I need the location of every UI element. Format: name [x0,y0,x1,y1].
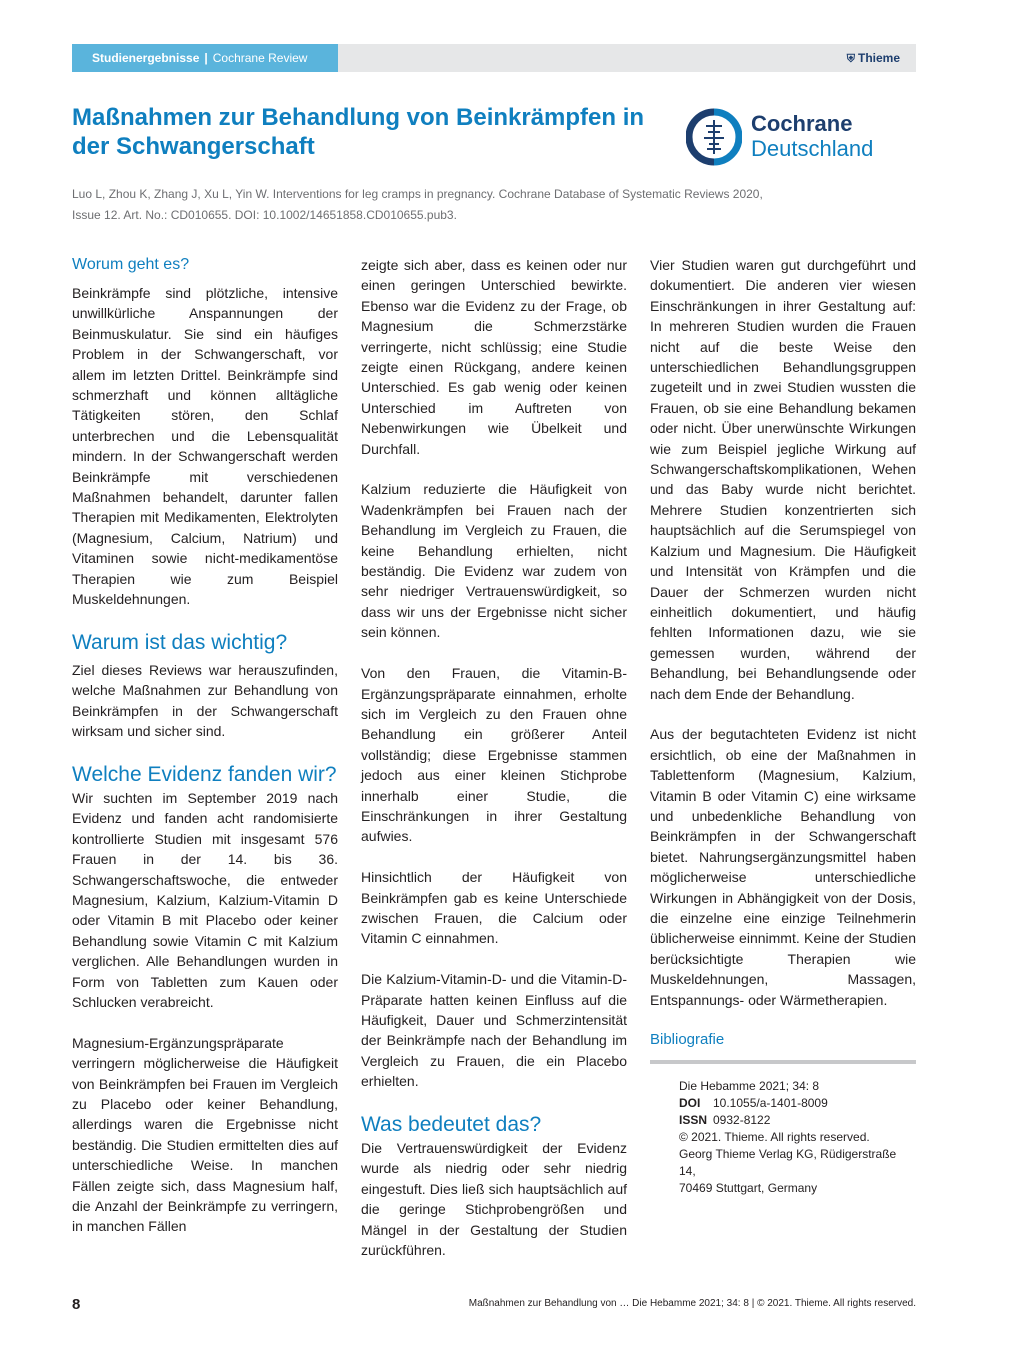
paragraph: Die Vertrauenswürdigkeit der Evidenz wurde als niedrig oder sehr niedrig eingestuft. Dies ließ sich hauptsächlich auf die geringe Stichprobengrößen und Mängel in der Gestaltung der Studien zurückführen. [361,1139,627,1259]
header-bar [72,44,916,72]
paragraph: Ziel dieses Reviews war herauszufinden, welche Maßnahmen zur Behandlung von Beinkrämpfen in der Schwangerschaft wirksam und sicher sind. [72,661,338,740]
heading-warum-wichtig: Warum ist das wichtig? [72,630,288,654]
cochrane-logo [686,108,916,166]
section-label: Studienergebnisse [92,51,200,65]
doi-label: DOI [679,1096,701,1111]
issn-label: ISSN [679,1113,708,1128]
publisher-name: Thieme [857,51,900,65]
paragraph: Kalzium reduzierte die Häufigkeit von Wadenkrämpfen bei Frauen nach der Behandlung im Vergleich zu Frauen, die keine Behandlung erhielten, nicht beständig. Die Evidenz war zudem von sehr niedriger Vertrauenswürdigkeit, so dass wir uns der Ergebnisse nicht sicher sein können. [361,481,627,641]
paragraph: Wir suchten im September 2019 nach Evidenz und fanden acht randomisierte kontrollierte Studien mit insgesamt 576 Frauen in der 14. bis 36. Schwangerschaftswoche, die entweder Magnesium, Kalzium, Kalzium-Vitamin D oder Vitamin B mit Placebo oder keiner Behandlung sowie Vitamin C mit Kalzium verglichen. Alle Behandlungen wurden in Form von Tabletten zum Kauen oder Schlucken verabreicht. [72,789,338,1010]
bibliography-rights: © 2021. Thieme. All rights reserved. [679,1130,870,1145]
section-separator: | [204,51,208,65]
paragraph: Vier Studien waren gut durchgeführt und dokumentiert. Die anderen vier wiesen Einschränkungen in ihrer Gestaltung auf: In mehreren Studien wurden die Frauen nicht auf die beste Weise den unterschiedlichen Behandlungsgruppen zugeteilt und in zwei Studien wussten die Frauen, ob sie eine Behandlung bekamen oder nicht. Über unerwünschte Wirkungen wie zum Beispiel jegliche Wirkung auf Schwangerschaftskomplikationen, Wehen und das Baby wurde nicht berichtet. Mehrere Studien konzentrierten sich hauptsächlich auf die Serumspiegel von Kalzium und Magnesium. Die Häufigkeit und Intensität von Krämpfen und die Dauer der Schmerzen wurden nicht einheitlich dokumentiert, und häufig fehlten Informationen dazu, wie sie gemessen wurden, während der Behandlung, bei Behandlungsende oder nach dem Ende der Behandlung. [650,257,916,702]
heading-welche-evidenz: Welche Evidenz fanden wir? [72,762,337,786]
page-number: 8 [72,1296,81,1313]
subsection-label: Cochrane Review [212,51,308,65]
thieme-shield-icon: ⛨ [846,53,855,65]
paragraph: Magnesium-Ergänzungspräparate verringern möglicherweise die Häufigkeit von Beinkrämpfen bei Frauen im Vergleich zu Placebo oder keiner Behandlung, allerdings waren die Ergebnisse nicht beständig. Die Studien ermittelten dies auf unterschiedliche Weise. In manchen Fällen zeigte sich, dass Magnesium half, die Anzahl der Beinkrämpfe zu verringern, in manchen Fällen [72,1034,338,1235]
paragraph: Hinsichtlich der Häufigkeit von Beinkrämpfen gab es keine Unterschiede zwischen Frauen, die Calcium oder Vitamin C einnahmen. [361,869,627,947]
doi-value[interactable]: 10.1055/a-1401-8009 [713,1096,828,1111]
bibliography-divider [650,1060,916,1064]
column-2 [361,255,627,1281]
heading-worum-geht-es: Worum geht es? [72,256,190,273]
column-1 [72,255,338,1257]
bibliography-issn-row [679,1112,916,1129]
bibliography-address-2: 70469 Stuttgart, Germany [679,1181,818,1196]
bibliography-heading: Bibliografie [650,1031,725,1049]
paragraph: Aus der begutachteten Evidenz ist nicht ersichtlich, ob eine der Maßnahmen in Tablettenform (Magnesium, Kalzium, Vitamin B oder Vitamin C) eine wirksame und unbedenkliche Behandlung von Beinkrämpfen in der Schwangerschaft bietet. Nahrungsergänzungsmittel haben möglicherweise unterschiedliche Wirkungen in Abhängigkeit von der Dosis, die einzelne eine einzige Teilnehmerin üblicherweise einnimmt. Keine der Studien berücksichtigte Therapien wie Muskeldehnungen, Massagen, Entspannungs- oder Wärmetherapien. [650,726,916,1008]
column-3 [650,255,916,1197]
publisher-brand [847,44,900,73]
citation: Luo L, Zhou K, Zhang J, Xu L, Yin W. Interventions for leg cramps in pregnancy. Cochrane Database of Systematic Reviews 2020, Issue 12. Art. No.: CD010655. DOI: 10.1002/14651858.CD010655.pub3. [72,187,763,222]
bibliography-address-1: Georg Thieme Verlag KG, Rüdigerstraße 14, [679,1147,897,1179]
paragraph: Von den Frauen, die Vitamin-B-Ergänzungspräparate einnahmen, erholte sich im Vergleich zu den Frauen ohne Behandlung ein größerer Anteil vollständig; diese Ergebnisse stammen jedoch aus einer kleinen Stichprobe innerhalb einer Studie, die Einschränkungen in ihrer Gestaltung aufwies. [361,665,627,845]
heading-was-bedeutet-das: Was bedeutet das? [361,1112,542,1136]
cochrane-circle-logo [686,108,742,166]
logo-text-deutschland: Deutschland [751,136,874,161]
section-tag [72,44,338,72]
paragraph: Die Kalzium-Vitamin-D- und die Vitamin-D-Präparate hatten keinen Einfluss auf die Häufigkeit, Dauer und Schmerzintensität der Beinkrämpfe nach der Behandlung im Vergleich zu Frauen, die ein Placebo erhielten. [361,971,627,1090]
logo-text-cochrane: Cochrane [751,111,853,136]
bibliography-doi-row [679,1095,916,1112]
page-title: Maßnahmen zur Behandlung von Beinkrämpfen in der Schwangerschaft [72,104,645,160]
footer-text: Maßnahmen zur Behandlung von … Die Hebamme 2021; 34: 8 | © 2021. Thieme. All rights reserved. [468,1298,916,1309]
paragraph: zeigte sich aber, dass es keinen oder nur einen geringen Unterschied bewirkte. Ebenso war die Evidenz zu der Frage, ob Magnesium die Schmerzstärke verringerte, nicht schlüssig; eine Studie zeigte einen Rückgang, andere keinen Unterschied. Es gab wenig oder keinen Unterschied im Auftreten von Nebenwirkungen wie Übelkeit und Durchfall. [361,257,627,457]
bibliography-box [679,1078,916,1197]
issn-value: 0932-8122 [713,1113,771,1128]
paragraph: Beinkrämpfe sind plötzliche, intensive unwillkürliche Anspannungen der Beinmuskulatur. Sie sind ein häufiges Problem in der Schwangerschaft, vor allem im letzten Drittel. Beinkrämpfe sind schmerzhaft und können alltägliche Tätigkeiten stören, den Schlaf unterbrechen und die Lebensqualität mindern. In der Schwangerschaft werden Beinkrämpfe mit verschiedenen Maßnahmen behandelt, darunter fallen Therapien mit Medikamenten, Elektrolyten (Magnesium, Calcium, Natrium) und Vitaminen sowie nicht-medikamentöse Therapien wie zum Beispiel Muskeldehnungen. [72,285,338,608]
bibliography-journal: Die Hebamme 2021; 34: 8 [679,1079,820,1094]
